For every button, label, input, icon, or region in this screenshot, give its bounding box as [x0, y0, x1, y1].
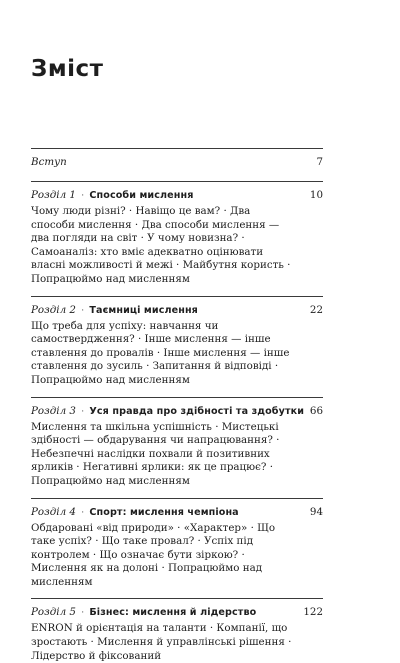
- toc-entry-head: [31, 148, 323, 172]
- toc-entry-head: [31, 598, 323, 620]
- toc-entry-chapter-4[interactable]: [31, 498, 323, 590]
- toc-entry-head: [31, 498, 323, 520]
- entry-divider: [31, 296, 323, 297]
- entry-divider: [31, 598, 323, 599]
- table-of-contents: [31, 148, 323, 663]
- entry-page-number: 66: [309, 404, 323, 417]
- entry-page-number: 94: [309, 505, 323, 518]
- entry-description: Чому люди різні? · Навіщо це вам? · Два способи мислення · Два способи мислення — два погляди на світ · У чому новизна? · Самоаналіз: хто вміє адекватно оцінювати власні можливості й межі · Майбутня користь · Попрацюймо над мисленням: [31, 205, 291, 285]
- entry-description: Мислення та шкільна успішність · Мистецькі здібності — обдарування чи напрацювання? · Небезпечні наслідки похвали й позитивних ярликів · Негативні ярлики: як це працює? · Попрацюймо над мисленням: [31, 420, 280, 487]
- toc-entry-intro[interactable]: [31, 148, 323, 172]
- entry-title: Таємниці мислення: [89, 304, 198, 316]
- entry-separator: ·: [81, 191, 85, 201]
- toc-entry-chapter-3[interactable]: [31, 397, 323, 489]
- entry-separator: ·: [81, 608, 85, 619]
- entry-label: Розділ 3: [31, 404, 76, 417]
- entry-divider: [31, 397, 323, 398]
- entry-description: Що треба для успіху: навчання чи самоствердження? · Інше мислення — інше ставлення до провалів · Інше мислення — інше ставлення до зусиль · Запитання й відповіді · Попрацюймо над мисленням: [31, 319, 290, 386]
- toc-entry-chapter-5[interactable]: [31, 598, 323, 663]
- toc-entry-head: [31, 397, 323, 419]
- toc-entry-head: [31, 296, 323, 318]
- toc-entry-head: [31, 181, 323, 203]
- entry-page-number: 122: [303, 606, 323, 619]
- entry-divider: [31, 148, 323, 149]
- entry-label: Вступ: [31, 156, 67, 168]
- entry-separator: ·: [81, 305, 85, 316]
- entry-divider: [31, 498, 323, 499]
- entry-title: Спорт: мислення чемпіона: [89, 506, 239, 518]
- entry-page-number: 10: [309, 189, 323, 201]
- entry-separator: ·: [81, 406, 85, 417]
- entry-description: ENRON й орієнтація на таланти · Компанії, що зростають · Мислення й управлінські рішення · Лідерство й фіксований: [31, 622, 292, 662]
- entry-separator: ·: [81, 507, 85, 518]
- entry-label: Розділ 1: [31, 189, 76, 201]
- entry-label: Розділ 5: [31, 606, 76, 619]
- entry-label: Розділ 2: [31, 303, 76, 316]
- entry-label: Розділ 4: [31, 505, 76, 518]
- entry-description: Обдаровані «від природи» · «Характер» · Що таке успіх? · Що таке провал? · Успіх під контролем · Що означає бути зіркою? · Мислення як на долоні · Попрацюймо над мисленням: [31, 521, 276, 588]
- entry-page-number: 22: [309, 303, 323, 316]
- toc-heading: Зміст: [31, 56, 104, 82]
- entry-divider: [31, 181, 323, 182]
- toc-entry-chapter-2[interactable]: [31, 296, 323, 388]
- entry-title: Способи мислення: [89, 190, 194, 201]
- entry-title: Уся правда про здібності та здобутки: [89, 405, 305, 417]
- entry-title: Бізнес: мислення й лідерство: [89, 607, 257, 619]
- toc-entry-chapter-1[interactable]: [31, 181, 323, 287]
- entry-page-number: 7: [316, 156, 323, 168]
